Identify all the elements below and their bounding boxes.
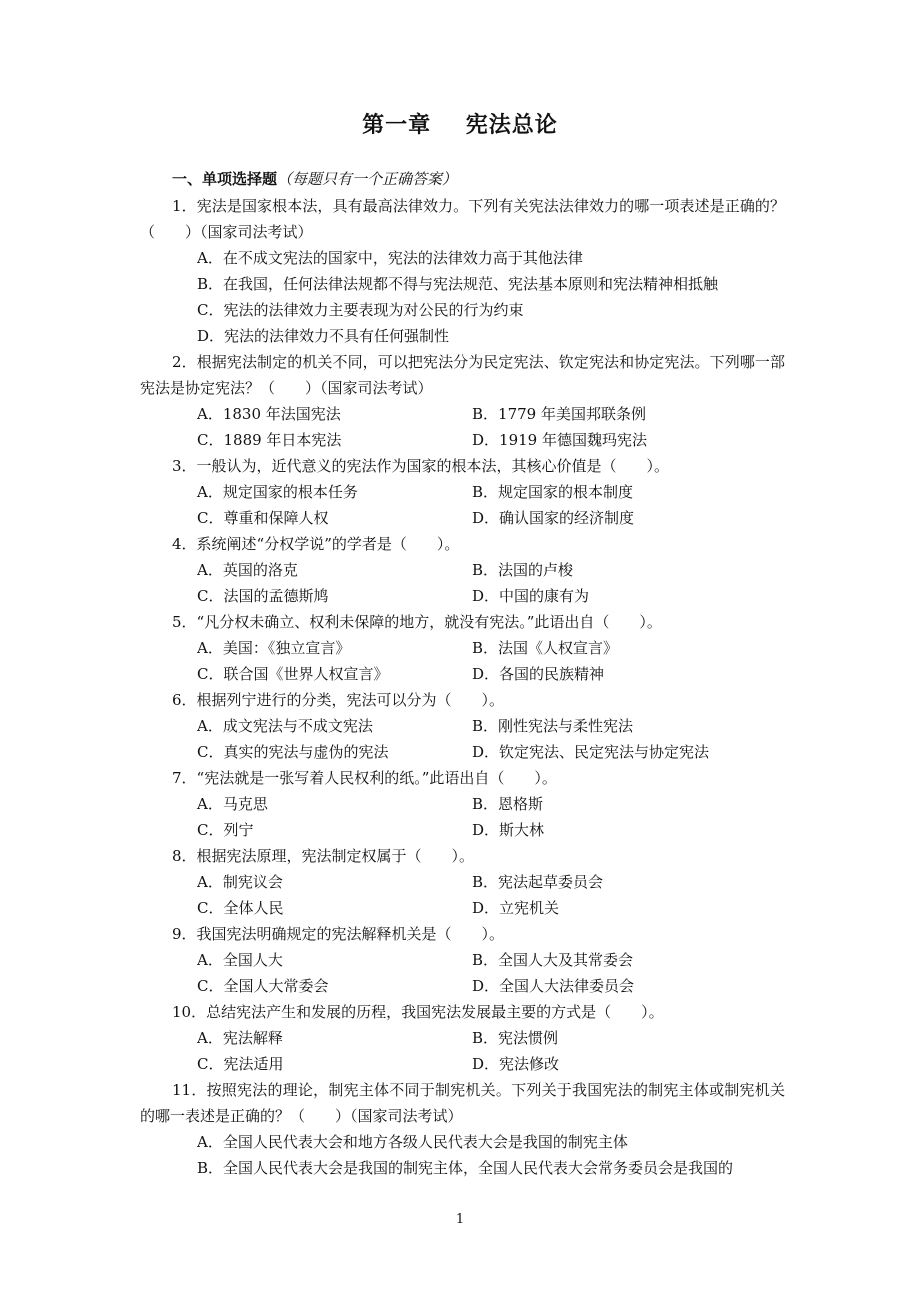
answer-option: A．美国：《独立宣言》 xyxy=(197,639,351,657)
answer-option: B．宪法惯例 xyxy=(472,1029,559,1047)
question-item xyxy=(140,609,785,687)
answer-option: D．确认国家的经济制度 xyxy=(472,509,635,527)
answer-option: B．刚性宪法与柔性宪法 xyxy=(472,717,634,735)
answer-option: D．立宪机关 xyxy=(472,899,560,917)
answer-option: A．马克思 xyxy=(197,795,268,813)
answer-option: C．法国的孟德斯鸠 xyxy=(197,587,329,605)
question-stem: 1．宪法是国家根本法，具有最高法律效力。下列有关宪法法律效力的哪一项表述是正确的？（ ）（国家司法考试） xyxy=(140,197,785,241)
answer-option: B．规定国家的根本制度 xyxy=(472,483,634,501)
question-item xyxy=(140,1077,785,1181)
answer-option: A．全国人大 xyxy=(197,951,283,969)
question-item xyxy=(140,921,785,999)
question-item xyxy=(140,843,785,921)
answer-option: C．全国人大常委会 xyxy=(197,977,329,995)
answer-option: A．规定国家的根本任务 xyxy=(197,483,358,501)
answer-option: A．英国的洛克 xyxy=(197,561,298,579)
answer-option: A．全国人民代表大会和地方各级人民代表大会是我国的制宪主体 xyxy=(197,1133,628,1151)
answer-option: B．1779 年美国邦联条例 xyxy=(472,405,646,423)
answer-option: D．全国人大法律委员会 xyxy=(472,977,635,995)
question-item xyxy=(140,687,785,765)
answer-option: C．宪法适用 xyxy=(197,1055,284,1073)
answer-option: D．各国的民族精神 xyxy=(472,665,605,683)
question-stem: 6．根据列宁进行的分类，宪法可以分为（ ）。 xyxy=(172,691,505,709)
question-stem: 8．根据宪法原理，宪法制定权属于（ ）。 xyxy=(172,847,475,865)
answer-option: B．在我国，任何法律法规都不得与宪法规范、宪法基本原则和宪法精神相抵触 xyxy=(197,275,719,293)
option-list xyxy=(140,791,785,843)
question-stem: 10．总结宪法产生和发展的历程，我国宪法发展最主要的方式是（ ）。 xyxy=(172,1003,664,1021)
question-item xyxy=(140,349,785,453)
answer-option: B．全国人民代表大会是我国的制宪主体，全国人民代表大会常务委员会是我国的 xyxy=(197,1159,734,1177)
option-list xyxy=(140,635,785,687)
answer-option: B．全国人大及其常委会 xyxy=(472,951,634,969)
answer-option: C．真实的宪法与虚伪的宪法 xyxy=(197,743,389,761)
question-item xyxy=(140,453,785,531)
answer-option: A．1830 年法国宪法 xyxy=(197,405,341,423)
answer-option: B．宪法起草委员会 xyxy=(472,873,604,891)
answer-option: D．1919 年德国魏玛宪法 xyxy=(472,431,647,449)
option-list xyxy=(140,245,785,349)
answer-option: C．全体人民 xyxy=(197,899,284,917)
question-item xyxy=(140,193,785,349)
question-stem: 5．“凡分权未确立、权利未保障的地方，就没有宪法。”此语出自（ ）。 xyxy=(172,613,662,631)
section-note: （每题只有一个正确答案） xyxy=(277,170,458,188)
section-label: 一、单项选择题 xyxy=(172,170,278,188)
question-item xyxy=(140,765,785,843)
chapter-title: 第一章 宪法总论 xyxy=(362,113,558,138)
option-list xyxy=(140,401,785,453)
question-stem: 7．“宪法就是一张写着人民权利的纸。”此语出自（ ）。 xyxy=(172,769,557,787)
question-stem: 9．我国宪法明确规定的宪法解释机关是（ ）。 xyxy=(172,925,505,943)
option-list xyxy=(140,947,785,999)
answer-option: C．1889 年日本宪法 xyxy=(197,431,342,449)
answer-option: C．联合国《世界人权宣言》 xyxy=(197,665,389,683)
question-item xyxy=(140,531,785,609)
answer-option: A．宪法解释 xyxy=(197,1029,283,1047)
answer-option: C．列宁 xyxy=(197,821,254,839)
option-list xyxy=(140,1025,785,1077)
question-list xyxy=(140,193,785,1181)
question-stem: 4．系统阐述“分权学说”的学者是（ ）。 xyxy=(172,535,460,553)
option-list xyxy=(140,869,785,921)
option-list xyxy=(140,713,785,765)
question-stem: 3．一般认为，近代意义的宪法作为国家的根本法，其核心价值是（ ）。 xyxy=(172,457,670,475)
option-list xyxy=(140,1129,785,1181)
answer-option: D．斯大林 xyxy=(472,821,545,839)
answer-option: A．在不成文宪法的国家中，宪法的法律效力高于其他法律 xyxy=(197,249,583,267)
answer-option: D．钦定宪法、民定宪法与协定宪法 xyxy=(472,743,710,761)
question-stem: 2．根据宪法制定的机关不同，可以把宪法分为民定宪法、钦定宪法和协定宪法。下列哪一部宪法是协定宪法？（ ）（国家司法考试） xyxy=(140,353,785,397)
section-heading xyxy=(172,168,457,189)
answer-option: A．制宪议会 xyxy=(197,873,283,891)
question-stem: 11．按照宪法的理论，制宪主体不同于制宪机关。下列关于我国宪法的制宪主体或制宪机关的哪一表述是正确的？（ ）（国家司法考试） xyxy=(140,1081,785,1125)
answer-option: C．宪法的法律效力主要表现为对公民的行为约束 xyxy=(197,301,524,319)
answer-option: A．成文宪法与不成文宪法 xyxy=(197,717,373,735)
question-item xyxy=(140,999,785,1077)
option-list xyxy=(140,557,785,609)
page-number: 1 xyxy=(455,1212,465,1227)
answer-option: B．法国《人权宣言》 xyxy=(472,639,619,657)
answer-option: D．中国的康有为 xyxy=(472,587,590,605)
option-list xyxy=(140,479,785,531)
answer-option: D．宪法修改 xyxy=(472,1055,560,1073)
answer-option: B．法国的卢梭 xyxy=(472,561,574,579)
answer-option: B．恩格斯 xyxy=(472,795,544,813)
answer-option: C．尊重和保障人权 xyxy=(197,509,329,527)
answer-option: D．宪法的法律效力不具有任何强制性 xyxy=(197,327,450,345)
